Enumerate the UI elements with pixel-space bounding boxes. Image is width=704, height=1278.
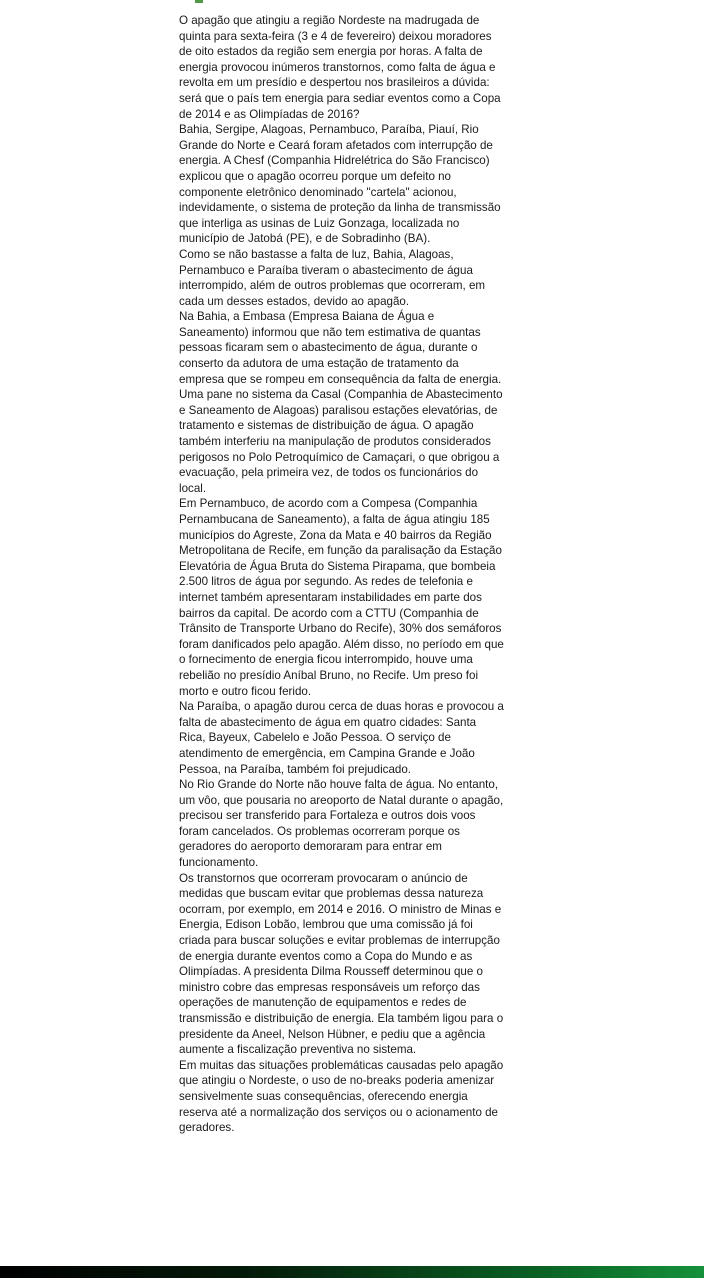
- article-paragraph: Em muitas das situações problemáticas causadas pelo apagão que atingiu o Nordeste, o uso de no-breaks poderia amenizar sensivelmente suas consequências, oferecendo energia reserva até a normalização dos serviços ou o acionamento de geradores.: [179, 1058, 504, 1135]
- article-paragraph: Em Pernambuco, de acordo com a Compesa (Companhia Pernambucana de Saneamento), a falta de água atingiu 185 municípios do Agreste, Zona da Mata e 40 bairros da Região Metropolitana de Recife, em função da paralisação da Estação Elevatória de Água Bruta do Sistema Pirapama, que bombeia 2.500 litros de água por segundo. As redes de telefonia e internet também apresentaram instabilidades em parte dos bairros da capital. De acordo com a CTTU (Companhia de Trânsito de Transporte Urbano do Recife), 30% dos semáforos foram danificados pelo apagão. Além disso, no período em que o fornecimento de energia ficou interrompido, houve uma rebelião no presídio Aníbal Bruno, no Recife. Um preso foi morto e outro ficou ferido.: [179, 497, 504, 698]
- footer-gradient-bar: [0, 1266, 704, 1278]
- article-paragraph: Na Paraíba, o apagão durou cerca de duas horas e provocou a falta de abastecimento de água em quatro cidades: Santa Rica, Bayeux, Cabelelo e João Pessoa. O serviço de atendimento de emergência, em Campina Grande e João Pessoa, na Paraíba, também foi prejudicado.: [179, 700, 504, 776]
- article-paragraph: Na Bahia, a Embasa (Empresa Baiana de Água e Saneamento) informou que não tem estimativa de quantas pessoas ficaram sem o abastecimento de água, durante o conserto da adutora de uma estação de tratamento da empresa que se rompeu em consequência da falta de energia.: [179, 310, 502, 386]
- article-paragraph: Uma pane no sistema da Casal (Companhia de Abastecimento e Saneamento de Alagoas) paralisou estações elevatórias, de tratamento e sistemas de distribuição de água. O apagão também interferiu na manipulação de produtos considerados perigosos no Polo Petroquímico de Camaçari, o que obrigou a evacuação, pela primeira vez, de todos os funcionários do local.: [179, 388, 503, 495]
- heading-accent-mark: [195, 0, 203, 3]
- article-body: [179, 13, 505, 1136]
- article-paragraph: No Rio Grande do Norte não houve falta de água. No entanto, um vôo, que pousaria no areoporto de Natal durante o apagão, precisou ser transferido para Fortaleza e outros dois voos foram cancelados. Os problemas ocorreram porque os geradores do aeroporto demoraram para entrar em funcionamento.: [179, 778, 504, 870]
- article-paragraph: Bahia, Sergipe, Alagoas, Pernambuco, Paraíba, Piauí, Rio Grande do Norte e Ceará foram afetados com interrupção de energia. A Chesf (Companhia Hidrelétrica do São Francisco) explicou que o apagão ocorreu porque um defeito no componente eletrônico denominado "cartela" acionou, indevidamente, o sistema de proteção da linha de transmissão que interliga as usinas de Luiz Gonzaga, localizada no município de Jatobá (PE), e de Sobradinho (BA).: [179, 123, 501, 246]
- article-paragraph: Os transtornos que ocorreram provocaram o anúncio de medidas que buscam evitar que problemas dessa natureza ocorram, por exemplo, em 2014 e 2016. O ministro de Minas e Energia, Edison Lobão, lembrou que uma comissão já foi criada para buscar soluções e evitar problemas de interrupção de energia durante eventos como a Copa do Mundo e as Olimpíadas. A presidenta Dilma Rousseff determinou que o ministro cobre das empresas responsáveis um reforço das operações de manutenção de equipamentos e redes de transmissão e distribuição de energia. Ela também ligou para o presidente da Aneel, Nelson Hübner, e pediu que a agência aumente a fiscalização preventiva no sistema.: [179, 871, 504, 1057]
- article-paragraph: O apagão que atingiu a região Nordeste na madrugada de quinta para sexta-feira (3 e 4 de fevereiro) deixou moradores de oito estados da região sem energia por horas. A falta de energia provocou inúmeros transtornos, como falta de água e revolta em um presídio e despertou nos brasileiros a dúvida: será que o país tem energia para sediar eventos como a Copa de 2014 e as Olimpíadas de 2016?: [179, 14, 501, 121]
- article-paragraph: Como se não bastasse a falta de luz, Bahia, Alagoas, Pernambuco e Paraíba tiveram o abastecimento de água interrompido, além de outros problemas que ocorreram, em cada um desses estados, devido ao apagão.: [179, 247, 486, 308]
